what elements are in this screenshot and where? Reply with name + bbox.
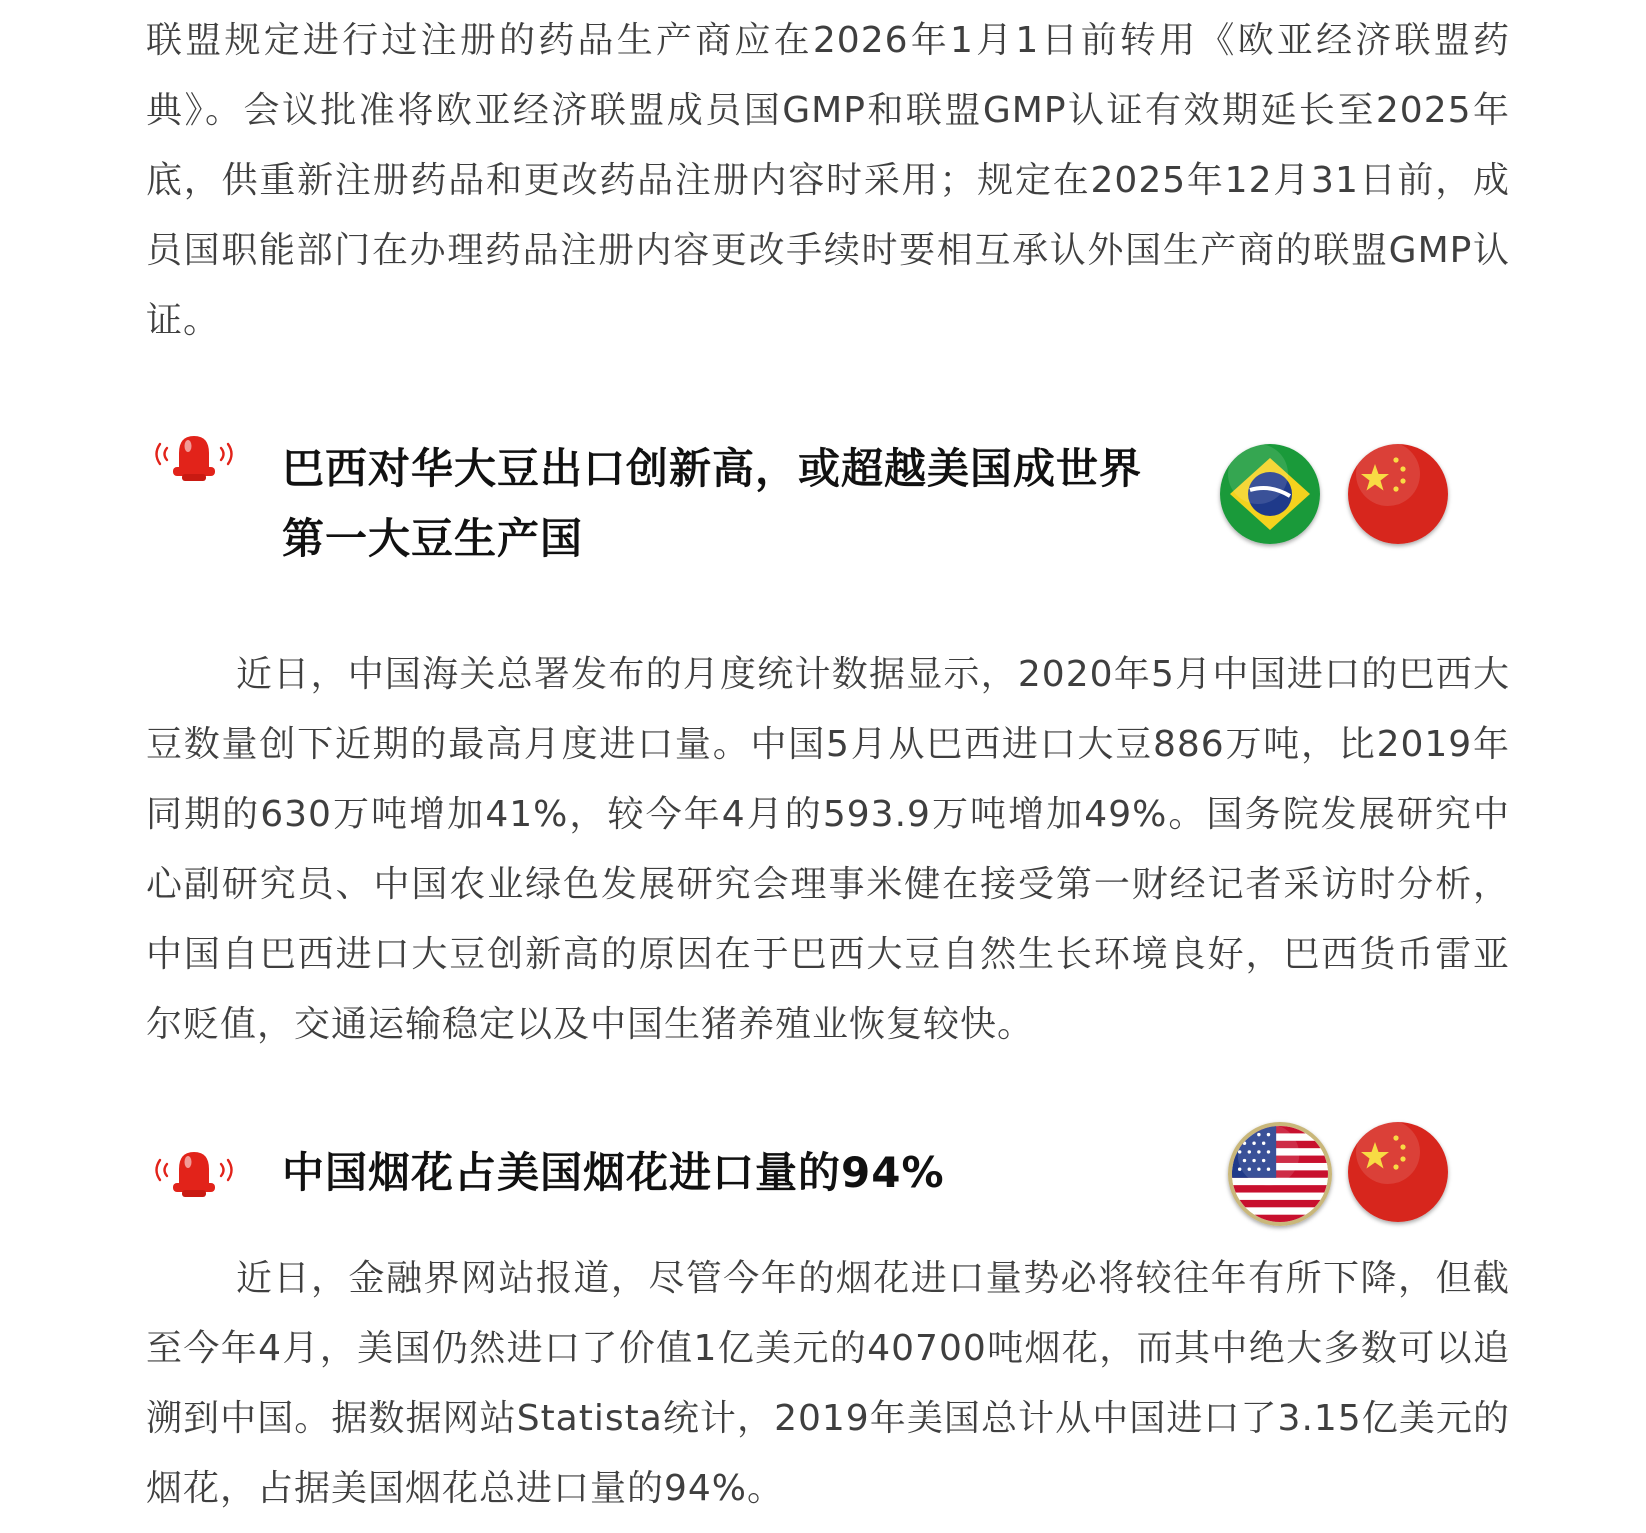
section-title-soybean — [282, 434, 1142, 574]
china-flag-icon — [1348, 444, 1448, 544]
usa-flag-icon — [1228, 1122, 1332, 1226]
china-flag-icon — [1348, 1122, 1448, 1222]
alarm-bell-icon — [146, 1142, 242, 1202]
section-body-soybean: 近日，中国海关总署发布的月度统计数据显示，2020年5月中国进口的巴西大豆数量创下近期的最高月度进口量。中国5月从巴西进口大豆886万吨，比2019年同期的630万吨增加41%，较今年4月的593.9万吨增加49%。国务院发展研究中心副研究员、中国农业绿色发展研究会理事米健在接受第一财经记者采访时分析，中国自巴西进口大豆创新高的原因在于巴西大豆自然生长环境良好，巴西货币雷亚尔贬值，交通运输稳定以及中国生猪养殖业恢复较快。 — [146, 654, 1510, 1045]
section-title-fireworks: 中国烟花占美国烟花进口量的94% — [282, 1148, 945, 1197]
brazil-flag-icon — [1220, 444, 1320, 544]
article-content — [146, 0, 1510, 1524]
section-title-line1: 巴西对华大豆出口创新高，或超越美国成世界 — [282, 444, 1143, 493]
section-header-fireworks — [146, 1114, 1510, 1224]
section-title-line2: 第一大豆生产国 — [282, 514, 584, 563]
section-header-soybean — [146, 422, 1510, 612]
alarm-bell-icon — [146, 426, 242, 486]
section-body-fireworks: 近日，金融界网站报道，尽管今年的烟花进口量势必将较往年有所下降，但截至今年4月，美国仍然进口了价值1亿美元的40700吨烟花，而其中绝大多数可以追溯到中国。据数据网站Statista统计，2019年美国总计从中国进口了3.15亿美元的烟花，占据美国烟花总进口量的94%。 — [146, 1258, 1510, 1509]
intro-paragraph: 联盟规定进行过注册的药品生产商应在2026年1月1日前转用《欧亚经济联盟药典》。会议批准将欧亚经济联盟成员国GMP和联盟GMP认证有效期延长至2025年底，供重新注册药品和更改药品注册内容时采用；规定在2025年12月31日前，成员国职能部门在办理药品注册内容更改手续时要相互承认外国生产商的联盟GMP认证。 — [146, 20, 1510, 341]
